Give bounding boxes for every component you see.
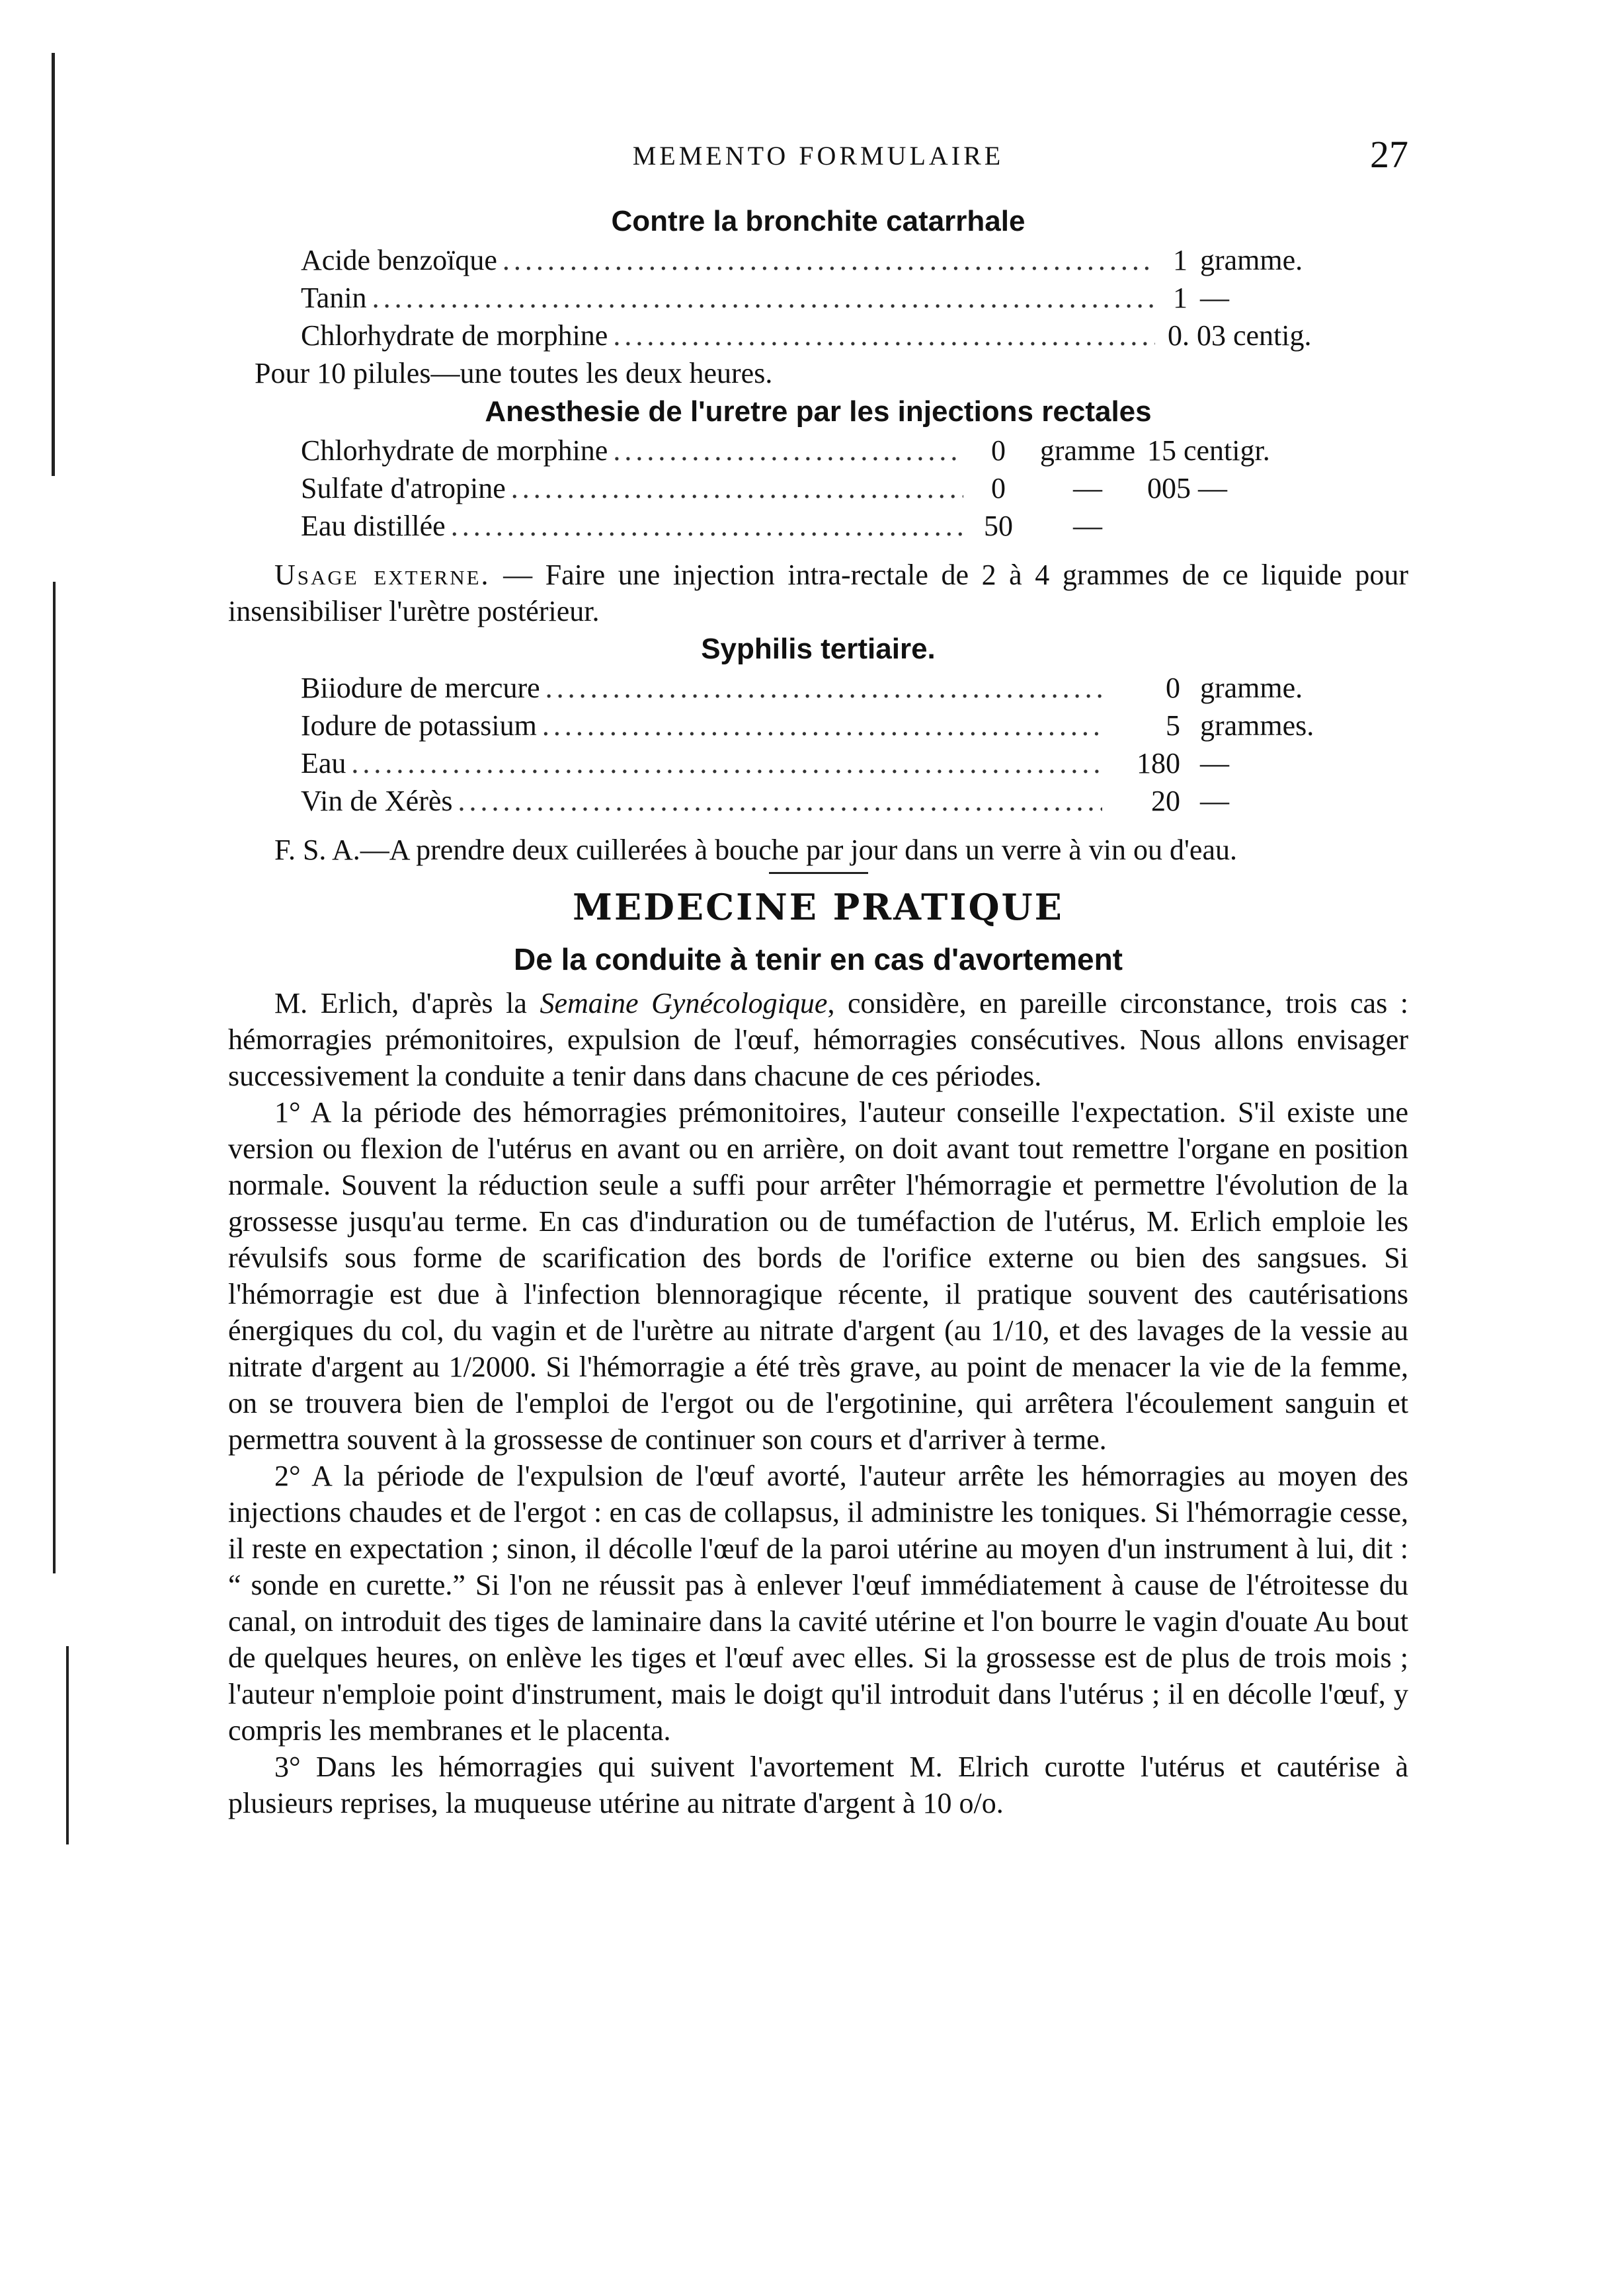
ingredient: Chlorhydrate de morphine [301, 319, 608, 352]
ingredient: Vin de Xérès [301, 785, 453, 817]
amount: 1 [1173, 244, 1187, 276]
recipe-row [301, 507, 1332, 545]
recipe-row [301, 317, 1352, 354]
amount: 0 [1166, 672, 1180, 704]
unit: — [1200, 747, 1229, 779]
unit: — [1073, 510, 1102, 542]
leader-dots [372, 279, 1155, 317]
usage-label: Usage externe. [274, 559, 491, 591]
unit: — [1200, 785, 1229, 817]
unit: gramme. [1200, 244, 1303, 276]
article-title: De la conduite à tenir en cas d'avortement [514, 942, 1123, 976]
ingredient: Chlorhydrate de morphine [301, 434, 608, 467]
recipe-syphilis [301, 669, 1352, 820]
article-intro: M. Erlich, d'après la Semaine Gynécologique, considère, en pareille circonstance, trois cas : hémorragies prémonitoires, expulsion de l'œuf, hémorragies consécutives. Nous allons envisager successivement la conduite a tenir dans dans chacune de ces périodes. [228, 987, 1408, 1092]
page-number: 27 [1370, 133, 1408, 176]
ingredient: Sulfate d'atropine [301, 472, 506, 504]
ingredient: Eau distillée [301, 510, 446, 542]
page-content [228, 202, 1408, 1821]
recipe-anesthesie [301, 432, 1332, 545]
leader-dots [503, 241, 1155, 279]
leader-dots [613, 317, 1155, 354]
recipe-note: F. S. A.—A prendre deux cuillerées à bouche par jour dans un verre à vin ou d'eau. [274, 834, 1237, 866]
unit: gramme [1039, 434, 1136, 467]
leader-dots [458, 782, 1103, 820]
unit: — [1200, 282, 1229, 314]
margin-binding-mark [52, 53, 55, 476]
subamount: 15 centigr. [1147, 434, 1270, 467]
running-head: MEMENTO FORMULAIRE [632, 141, 1004, 171]
recipe-row [301, 279, 1352, 317]
leader-dots [542, 707, 1102, 744]
margin-binding-mark [53, 582, 56, 1573]
recipe-row [301, 782, 1352, 820]
ingredient: Tanin [301, 282, 367, 314]
page-header [228, 132, 1408, 178]
recipe-note: Pour 10 pilules—une toutes les deux heures. [255, 357, 773, 389]
article-paragraph-1: 1° A la période des hémorragies prémonitoires, l'auteur conseille l'expectation. S'il existe une version ou flexion de l'utérus en avant ou en arrière, on doit avant tout remettre l'organe en position normale. Souvent la réduction seule a suffi pour arrêter l'hémorragie et permettre l'évolution de la grossesse jusqu'au terme. En cas d'induration ou de tuméfaction de l'utérus, M. Erlich emploie les révulsifs sous forme de scarification des bords de l'orifice externe ou bien des sangsues. Si l'hémorragie est due à l'infection blennoragique récente, il pratique souvent des cautérisations énergiques du col, du vagin et de l'urètre au nitrate d'argent (au 1/10, et des lavages de la vessie au nitrate d'argent au 1/2000. Si l'hémorragie a été très grave, au point de menacer la vie de la femme, on se trouvera bien de l'emploi de l'ergot ou de l'ergotinine, qui arrêtera l'écoulement sanguin et permettra souvent à la grossesse de continuer son cours et d'arriver à terme. [228, 1096, 1408, 1456]
journal-name: Semaine Gynécologique [540, 987, 828, 1019]
ingredient: Biiodure de mercure [301, 672, 540, 704]
article-paragraph-2: 2° A la période de l'expulsion de l'œuf avorté, l'auteur arrête les hémorragies au moyen des injections chaudes et de l'ergot : en cas de collapsus, il administre les toniques. Si l'hémorragie cesse, il reste en expectation ; sinon, il décolle l'œuf de la paroi utérine au moyen d'un instrument à lui, dit : “ sonde en curette.” Si l'on ne réussit pas à enlever l'œuf immédiatement à cause de l'étroitesse du canal, on introduit des tiges de laminaire dans la cavité utérine et l'on bourre le vagin d'ouate Au bout de quelques heures, on enlève les tiges et l'œuf avec elles. Si la grossesse est de plus de trois mois ; l'auteur n'emploie point d'instrument, mais le doigt qu'il introduit dans l'utérus ; il en décolle l'œuf, y compris les membranes et le placenta. [228, 1460, 1408, 1747]
amount: 0 [991, 472, 1006, 504]
recipe-row [301, 669, 1352, 707]
article-paragraph-3: 3° Dans les hémorragies qui suivent l'avortement M. Elrich curotte l'utérus et cautérise à plusieurs reprises, la muqueuse utérine au nitrate d'argent à 10 o/o. [228, 1751, 1408, 1819]
leader-dots [511, 469, 963, 507]
recipe-bronchite [301, 241, 1352, 354]
amount: 1 [1173, 282, 1187, 314]
leader-dots [545, 669, 1102, 707]
leader-dots [451, 507, 963, 545]
subamount: 005 — [1147, 472, 1227, 504]
ingredient: Eau [301, 747, 346, 779]
recipe-row [301, 707, 1352, 744]
section-divider [769, 872, 868, 874]
ingredient: Iodure de potassium [301, 709, 537, 742]
leader-dots [613, 432, 963, 469]
margin-binding-mark [66, 1646, 69, 1844]
section-title-syphilis: Syphilis tertiaire. [701, 633, 936, 665]
amount: 50 [984, 510, 1013, 542]
amount: 5 [1166, 709, 1180, 742]
recipe-row [301, 469, 1332, 507]
amount: 0 [991, 434, 1006, 467]
recipe-row [301, 241, 1352, 279]
amount: 20 [1151, 785, 1180, 817]
ingredient: Acide benzoïque [301, 244, 497, 276]
usage-text: — Faire une injection intra-rectale de 2 à 4 grammes de ce liquide pour insensibiliser l'urètre postérieur. [228, 559, 1408, 627]
usage-paragraph [228, 557, 1408, 629]
amount: 0. 03 [1168, 319, 1226, 352]
section-title-anesthesie: Anesthesie de l'uretre par les injections rectales [485, 395, 1152, 428]
recipe-row [301, 744, 1352, 782]
recipe-row [301, 432, 1332, 469]
amount: 180 [1137, 747, 1180, 779]
main-section-title: MEDECINE PRATIQUE [573, 886, 1064, 928]
leader-dots [351, 744, 1102, 782]
unit: grammes. [1200, 709, 1314, 742]
unit: — [1073, 472, 1102, 504]
unit: centig. [1233, 319, 1312, 352]
section-title-bronchite: Contre la bronchite catarrhale [611, 205, 1026, 237]
unit: gramme. [1200, 672, 1303, 704]
